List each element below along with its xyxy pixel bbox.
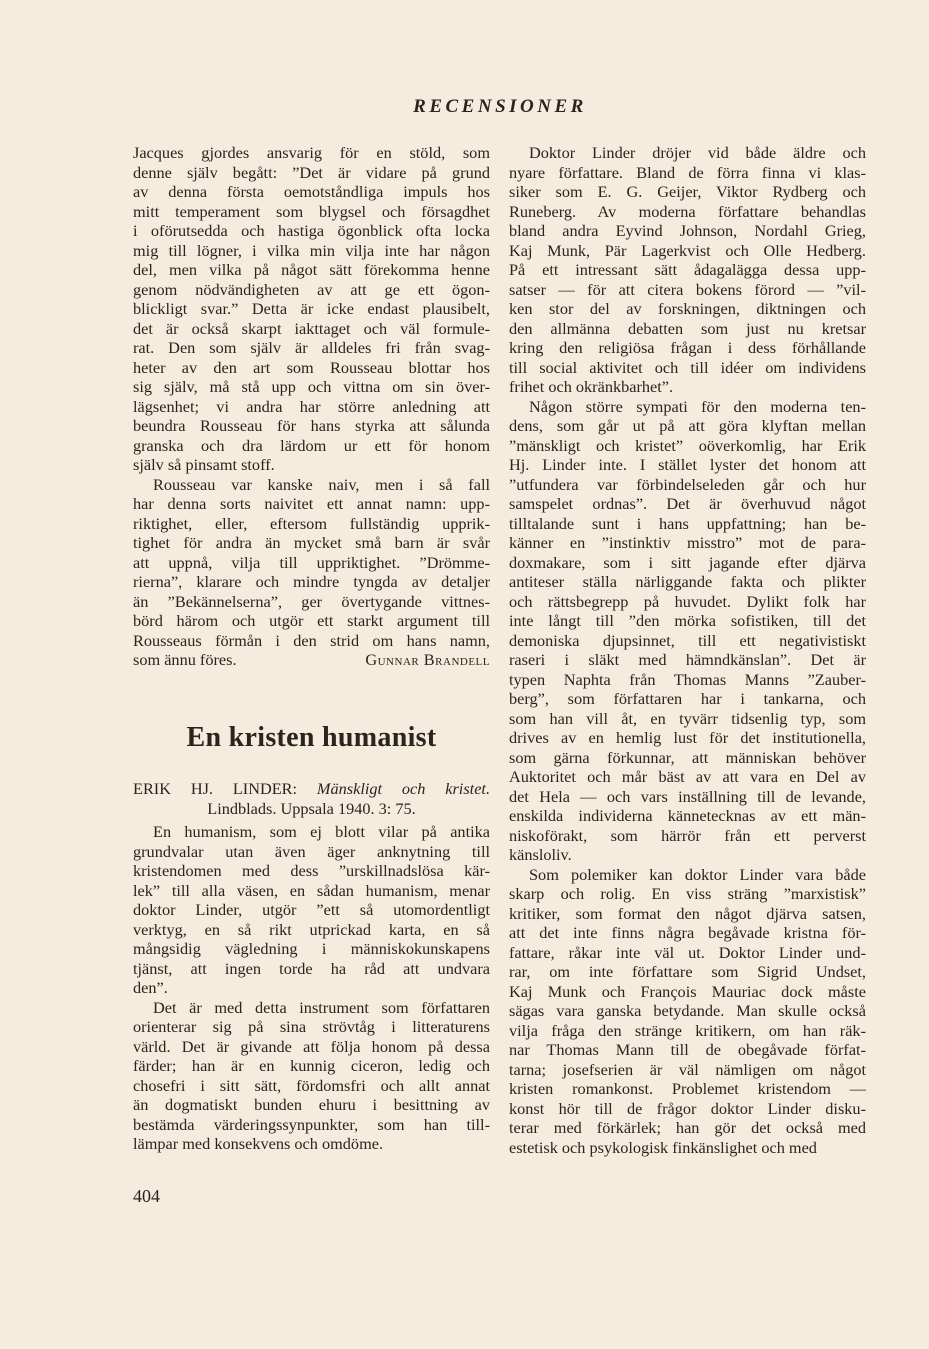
text-line: antiteser ställa närliggande fakta och plikter: [509, 572, 866, 591]
text-line: som han vill åt, en tyvärr tidsenlig typ, som: [509, 708, 866, 728]
review1-closing-line: [133, 650, 490, 670]
book-author: ERIK HJ. LINDER:: [133, 779, 298, 798]
paragraph: [509, 397, 866, 865]
text-line: heter av den art som Rousseau blottar hos: [133, 357, 490, 377]
text-line: kristendomen med dess ”urskillnadslösa kär-: [133, 861, 490, 880]
text-line: demoniska djupsinnet, till ett negativistiskt: [509, 630, 866, 650]
review2-right-body: [509, 143, 866, 1157]
text-line: sig själv, må stå upp och vittna om sin över-: [133, 377, 490, 396]
text-line: bestämda värderingssynpunkter, som han till-: [133, 1114, 490, 1134]
text-line: vilja fråga den stränge kritikern, om han räk-: [509, 1020, 866, 1040]
text-line: rat. Den som själv är alldeles fri från svag-: [133, 338, 490, 357]
text-line: Någon större sympati för den moderna ten-: [529, 396, 866, 416]
paragraph: [509, 865, 866, 1158]
text-line: orienterar sig på sina strövtåg i litteraturens: [133, 1017, 490, 1036]
text-line: mitt temperament som blygsel och försagdhet: [133, 201, 490, 221]
text-line: än dogmatiskt bunden ehuru i besittning av: [133, 1095, 490, 1114]
text-line: Rousseaus förmån i den strid om hans namn,: [133, 630, 490, 650]
text-line: att det inte finns några begåvade kristna för-: [509, 923, 866, 942]
text-line: Hj. Linder inte. I stället lyster det honom att: [509, 455, 866, 474]
text-line: blickligt svar.” Detta är icke endast plausibelt,: [133, 299, 490, 318]
text-line: ”utfundera var förbindelseleden går och hur: [509, 474, 866, 494]
text-line: terar med förkärlek; han gör det också med: [509, 1118, 866, 1137]
text-line: har denna sorts naivitet ett annat namn: upp-: [133, 494, 490, 513]
review2-left-body: [133, 822, 490, 1154]
text-line: enskilda individerna kännetecknas av ett män-: [509, 806, 866, 825]
text-line: samspelet ordnas”. Det är överhuvud något: [509, 494, 866, 513]
running-head: RECENSIONER: [413, 96, 587, 117]
text-line: börd härom och utgör ett starkt argument till: [133, 611, 490, 630]
text-line: Jacques gjordes ansvarig för en stöld, som: [133, 143, 490, 162]
text-line: kristen romankonst. Problemet kristendom —: [509, 1079, 866, 1098]
text-line: drives av en hemlig lust för det institutionella,: [509, 728, 866, 747]
text-line: lägsenhet; vi andra har större anledning att: [133, 396, 490, 416]
text-line: färder; han är en kunnig ciceron, ledig och: [133, 1056, 490, 1075]
text-line: verktyg, en så rikt utprickad karta, en så: [133, 919, 490, 939]
text-line: den”.: [133, 978, 168, 997]
book-title: Mänskligt och kristet.: [316, 779, 491, 798]
paragraph: [133, 998, 490, 1154]
bibliographic-entry: [133, 779, 490, 818]
text-line: rierna”, klarare och mindre tyngda av detaljer: [133, 572, 490, 591]
text-line: siker som E. G. Geijer, Viktor Rydberg och: [509, 182, 866, 201]
paragraph: [133, 475, 490, 651]
text-line: nyare författare. Bland de förra finna vi klas-: [509, 162, 866, 182]
text-line: doxmakare, som i sitt jagande efter djärva: [509, 552, 866, 572]
text-line: chosefri i sitt sätt, fördomsfri och allt annat: [133, 1075, 490, 1095]
text-line: att uppnå, vilja till uppriktighet. ”Drömme-: [133, 552, 490, 572]
text-line: Auktoritet och mår bäst av att vara en Del av: [509, 767, 866, 786]
text-line: denne själv begått: ”Det är vidare på grund: [133, 162, 490, 182]
text-line: till social aktivitet och till idéer om individens: [509, 357, 866, 377]
text-line: På ett intressant sätt ådagalägga dessa upp-: [509, 260, 866, 279]
text-line: ken stor del av forskningen, diktningen och: [509, 299, 866, 318]
text-line: doktor Linder, utgör ”ett så utomordentligt: [133, 900, 490, 919]
text-line: skarp och rolig. En viss sträng ”marxistisk”: [509, 884, 866, 903]
text-line: grundvalar utan även äger anknytning till: [133, 841, 490, 861]
text-line: och rättsbegrepp på huvudet. Dylikt folk har: [509, 591, 866, 611]
text-line: En humanism, som ej blott vilar på antika: [153, 822, 490, 841]
text-line: Det är med detta instrument som författaren: [153, 997, 490, 1017]
text-line: kritiker, som format den något djärva satsen,: [509, 903, 866, 923]
text-line: riktighet, eller, eftersom fullständig upprik-: [133, 513, 490, 533]
text-line: i oförutsedda och hastiga ögonblick ofta locka: [133, 221, 490, 240]
text-line: känsloliv.: [509, 845, 572, 864]
text-line: frihet och okränkbarhet”.: [509, 377, 674, 396]
text-line: typen Naphta från Thomas Manns ”Zauber-: [509, 669, 866, 689]
text-line: granska och dra lärdom ur ett för honom: [133, 435, 490, 455]
text-line: genom nödvändigheten av att ge ett ögon-: [133, 279, 490, 299]
text-line: lämpar med konsekvens och omdöme.: [133, 1134, 384, 1153]
page-number: 404: [133, 1186, 160, 1206]
text-line: inte långt till ”den mörka sofistiken, till det: [509, 611, 866, 630]
text-line: rar, om inte författare som Sigrid Undset,: [509, 962, 866, 981]
text-line: Kaj Munk, Pär Lagerkvist och Olle Hedberg.: [509, 240, 866, 260]
text-line: Runeberg. Av moderna författare behandlas: [509, 201, 866, 221]
text-line: av denna första oemotståndliga impuls hos: [133, 182, 490, 201]
text-line: bland andra Eyvind Johnson, Nordahl Grieg,: [509, 221, 866, 240]
text-line: del, men vilka på något sätt förekomma henne: [133, 260, 490, 279]
text-line: ”mänskligt och kristet” oöverkomlig, har Erik: [509, 435, 866, 455]
text-line: raseri i släkt med hämndkänslan”. Det är: [509, 650, 866, 669]
text-line: tighet för andra än mycket små barn är svår: [133, 533, 490, 552]
text-line: sägas vara ganska betydande. Man skulle också: [509, 1001, 866, 1020]
text-line: niskoförakt, som härrör från ett perverst: [509, 825, 866, 845]
text-line: tarna; josefserien är väl nämligen om något: [509, 1059, 866, 1079]
text-line: själv så pinsamt stoff.: [133, 455, 275, 474]
text-line: känner en ”instinktiv misstro” mot de para-: [509, 533, 866, 552]
text-line: tilltalande sunt i hans uppfattning; han be-: [509, 513, 866, 533]
review1-body: [133, 143, 490, 650]
text-line: lek” till alla väsen, en sådan humanism, menar: [133, 880, 490, 900]
text-line: värld. Det är givande att följa honom på dessa: [133, 1036, 490, 1056]
paragraph: [509, 143, 866, 397]
text-line: fattare, råkar inte väl ut. Doktor Linder und-: [509, 942, 866, 962]
text-line: nar Thomas Mann till de obegåvade förfat-: [509, 1040, 866, 1059]
text-line: mångsidig vägledning i människokunskapens: [133, 939, 490, 958]
text-line: än ”Bekännelserna”, ger övertygande vittnes-: [133, 591, 490, 611]
paragraph: [133, 822, 490, 998]
text-line: tjänst, att ingen torde ha råd att undvara: [133, 958, 490, 978]
text-line: Som polemiker kan doktor Linder vara både: [529, 864, 866, 884]
text-line: Rousseau var kanske naiv, men i så fall: [153, 474, 490, 494]
review-signature: Gunnar Brandell: [365, 650, 490, 669]
article-title: En kristen humanist: [186, 722, 437, 753]
text-line: konst hör till de frågor doktor Linder disku-: [509, 1098, 866, 1118]
closing-text: som ännu föres.: [133, 650, 237, 669]
text-line: berg”, som författaren har i tankarna, och: [509, 689, 866, 708]
text-line: den allmänna debatten som just nu kretsar: [509, 318, 866, 338]
text-line: estetisk och psykologisk finkänslighet och med: [509, 1137, 817, 1157]
text-line: beundra Rousseau för hans styrka att sålunda: [133, 416, 490, 435]
text-line: mig till lögner, i vilka min vilja inte har någon: [133, 240, 490, 260]
text-line: som gärna förkunnar, att människan behöver: [509, 747, 866, 767]
text-line: det är också skarpt iakttaget och väl formule-: [133, 318, 490, 338]
publisher-line: Lindblads. Uppsala 1940. 3: 75.: [207, 798, 416, 818]
text-line: det Hela — och vars inställning till de levande,: [509, 786, 866, 806]
text-line: Kaj Munk och François Mauriac dock måste: [509, 981, 866, 1001]
paragraph: [133, 143, 490, 475]
review1-column: [133, 143, 490, 670]
text-line: Doktor Linder dröjer vid både äldre och: [529, 143, 866, 162]
text-line: satser — för att citera bokens förord — ”vil-: [509, 279, 866, 299]
text-line: dens, som går ut på att göra klyftan mellan: [509, 416, 866, 435]
text-line: kring den religiösa frågan i dess förhållande: [509, 338, 866, 357]
